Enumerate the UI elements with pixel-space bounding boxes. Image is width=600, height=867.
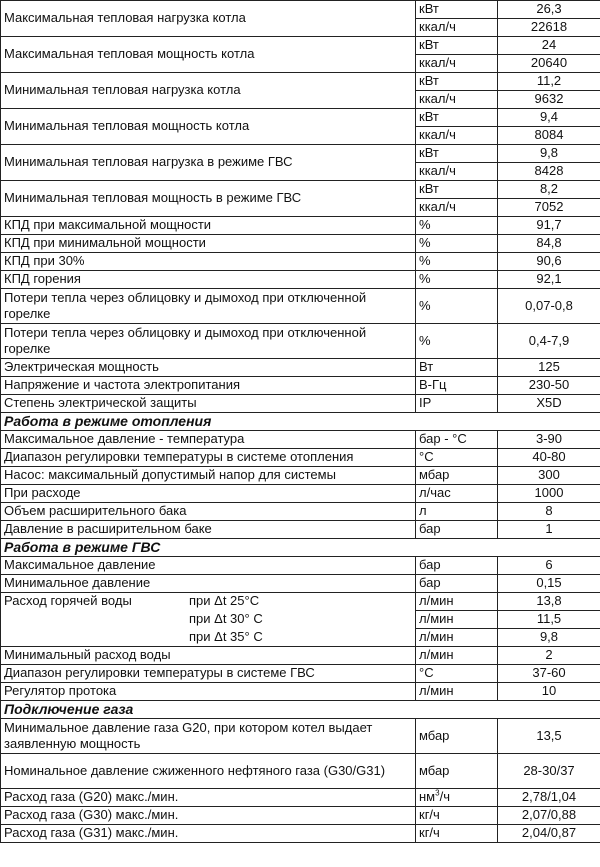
row-label — [1, 611, 416, 629]
row-unit: бар — [416, 557, 498, 575]
table-row — [1, 611, 600, 629]
row-value: 92,1 — [498, 271, 600, 289]
row-value: 13,5 — [498, 719, 600, 754]
row-unit: % — [416, 289, 498, 324]
row-unit: л/час — [416, 485, 498, 503]
table-row — [1, 181, 600, 199]
row-label: Номинальное давление сжиженного нефтяного газа (G30/G31) — [1, 754, 416, 789]
row-label-sub: при Δt 30° С — [189, 611, 263, 627]
table-row — [1, 485, 600, 503]
row-label: Напряжение и частота электропитания — [1, 377, 416, 395]
row-label: Максимальное давление — [1, 557, 416, 575]
row-value: 20640 — [498, 55, 600, 73]
row-unit: ккал/ч — [416, 91, 498, 109]
table-row — [1, 719, 600, 754]
row-unit: бар — [416, 575, 498, 593]
table-row — [1, 807, 600, 825]
row-value: 2 — [498, 647, 600, 665]
table-row — [1, 647, 600, 665]
row-value: 2,07/0,88 — [498, 807, 600, 825]
row-unit: % — [416, 253, 498, 271]
row-unit: кВт — [416, 109, 498, 127]
row-value: 10 — [498, 683, 600, 701]
row-value: 9,8 — [498, 629, 600, 647]
row-value: 2,04/0,87 — [498, 825, 600, 843]
section-header-row — [1, 539, 600, 557]
row-unit: кВт — [416, 1, 498, 19]
unit-tail: /ч — [439, 789, 450, 805]
row-label: КПД при 30% — [1, 253, 416, 271]
row-unit: кВт — [416, 145, 498, 163]
row-unit: л/мин — [416, 629, 498, 647]
row-label: Давление в расширительном баке — [1, 521, 416, 539]
row-label-sub: при Δt 35° С — [189, 628, 263, 644]
row-unit: % — [416, 235, 498, 253]
row-label: При расходе — [1, 485, 416, 503]
row-value: 26,3 — [498, 1, 600, 19]
table-row — [1, 109, 600, 127]
row-label: Расход газа (G31) макс./мин. — [1, 825, 416, 843]
row-unit: кВт — [416, 181, 498, 199]
section-heating-title: Работа в режиме отопления — [1, 413, 600, 431]
row-value: 6 — [498, 557, 600, 575]
row-label: Максимальная тепловая мощность котла — [1, 37, 416, 73]
row-unit: % — [416, 217, 498, 235]
row-unit: ккал/ч — [416, 163, 498, 181]
row-label: Минимальная тепловая мощность в режиме ГВС — [1, 181, 416, 217]
row-value: 1 — [498, 521, 600, 539]
row-unit: ккал/ч — [416, 55, 498, 73]
table-row — [1, 324, 600, 359]
row-value: 0,15 — [498, 575, 600, 593]
row-unit: мбар — [416, 467, 498, 485]
table-row — [1, 557, 600, 575]
row-label: Электрическая мощность — [1, 359, 416, 377]
row-label-sub: при Δt 25°С — [189, 593, 260, 609]
table-row — [1, 1, 600, 19]
row-value: 9,4 — [498, 109, 600, 127]
row-unit: ккал/ч — [416, 199, 498, 217]
row-label: Минимальное давление газа G20, при котором котел выдает заявленную мощность — [1, 719, 416, 754]
table-row — [1, 683, 600, 701]
table-row — [1, 503, 600, 521]
row-unit: кВт — [416, 37, 498, 55]
row-unit: л/мин — [416, 647, 498, 665]
row-value: 9632 — [498, 91, 600, 109]
row-unit: кВт — [416, 73, 498, 91]
row-label: Диапазон регулировки температуры в системе ГВС — [1, 665, 416, 683]
row-label: Минимальная тепловая нагрузка котла — [1, 73, 416, 109]
table-row — [1, 145, 600, 163]
row-unit: Вт — [416, 359, 498, 377]
row-label: Расход газа (G30) макс./мин. — [1, 807, 416, 825]
row-unit: л/мин — [416, 683, 498, 701]
row-value: 8,2 — [498, 181, 600, 199]
unit-superscript: 3 — [435, 788, 440, 798]
row-unit: бар - °С — [416, 431, 498, 449]
row-unit: л/мин — [416, 611, 498, 629]
row-value: 1000 — [498, 485, 600, 503]
table-row — [1, 825, 600, 843]
row-label: Потери тепла через облицовку и дымоход при отключенной горелке — [1, 289, 416, 324]
table-row — [1, 449, 600, 467]
row-value: 2,78/1,04 — [498, 789, 600, 807]
row-value: 300 — [498, 467, 600, 485]
table-row — [1, 73, 600, 91]
row-value: 28-30/37 — [498, 754, 600, 789]
table-row — [1, 37, 600, 55]
row-unit: °С — [416, 665, 498, 683]
table-row — [1, 431, 600, 449]
row-unit: В-Гц — [416, 377, 498, 395]
row-unit: % — [416, 324, 498, 359]
row-label: Объем расширительного бака — [1, 503, 416, 521]
row-value: 0,07-0,8 — [498, 289, 600, 324]
row-value: 40-80 — [498, 449, 600, 467]
section-gas-title: Подключение газа — [1, 701, 600, 719]
table-row — [1, 789, 600, 807]
row-label: Потери тепла через облицовку и дымоход при отключенной горелке — [1, 324, 416, 359]
row-value: 11,5 — [498, 611, 600, 629]
table-row — [1, 754, 600, 789]
row-unit: кг/ч — [416, 807, 498, 825]
row-value: 7052 — [498, 199, 600, 217]
row-value: 230-50 — [498, 377, 600, 395]
table-row — [1, 253, 600, 271]
row-label: Минимальная тепловая нагрузка в режиме ГВС — [1, 145, 416, 181]
row-label: КПД горения — [1, 271, 416, 289]
table-row — [1, 395, 600, 413]
row-value: 0,4-7,9 — [498, 324, 600, 359]
section-dhw-title: Работа в режиме ГВС — [1, 539, 600, 557]
row-unit: IP — [416, 395, 498, 413]
row-value: 84,8 — [498, 235, 600, 253]
section-header-row — [1, 701, 600, 719]
table-row — [1, 359, 600, 377]
table-row — [1, 377, 600, 395]
row-value: 91,7 — [498, 217, 600, 235]
row-label: Минимальное давление — [1, 575, 416, 593]
table-row — [1, 665, 600, 683]
row-label: Диапазон регулировки температуры в системе отопления — [1, 449, 416, 467]
table-row — [1, 217, 600, 235]
row-label: Степень электрической защиты — [1, 395, 416, 413]
row-unit: °С — [416, 449, 498, 467]
row-unit — [416, 789, 498, 807]
row-value: 22618 — [498, 19, 600, 37]
row-value: 90,6 — [498, 253, 600, 271]
section-header-row — [1, 413, 600, 431]
row-unit: мбар — [416, 719, 498, 754]
row-label: Расход газа (G20) макс./мин. — [1, 789, 416, 807]
row-unit: кг/ч — [416, 825, 498, 843]
row-unit: л/мин — [416, 593, 498, 611]
table-row — [1, 467, 600, 485]
row-value: 8 — [498, 503, 600, 521]
row-value: 3-90 — [498, 431, 600, 449]
row-unit: ккал/ч — [416, 127, 498, 145]
row-value: 8084 — [498, 127, 600, 145]
row-label: Минимальная тепловая мощность котла — [1, 109, 416, 145]
row-value: 125 — [498, 359, 600, 377]
row-value: X5D — [498, 395, 600, 413]
row-unit: бар — [416, 521, 498, 539]
row-value: 37-60 — [498, 665, 600, 683]
row-value: 24 — [498, 37, 600, 55]
row-label-main: Расход горячей воды — [4, 593, 132, 609]
table-row — [1, 289, 600, 324]
row-unit: мбар — [416, 754, 498, 789]
table-row — [1, 575, 600, 593]
row-value: 9,8 — [498, 145, 600, 163]
table-row — [1, 271, 600, 289]
row-value: 11,2 — [498, 73, 600, 91]
row-label: КПД при минимальной мощности — [1, 235, 416, 253]
row-label: Минимальный расход воды — [1, 647, 416, 665]
row-unit: л — [416, 503, 498, 521]
table-row — [1, 521, 600, 539]
unit-base: нм — [419, 789, 436, 805]
table-row — [1, 593, 600, 611]
row-value: 13,8 — [498, 593, 600, 611]
row-label — [1, 593, 416, 611]
row-label — [1, 629, 416, 647]
row-unit: ккал/ч — [416, 19, 498, 37]
row-label: КПД при максимальной мощности — [1, 217, 416, 235]
row-value: 8428 — [498, 163, 600, 181]
row-label: Регулятор протока — [1, 683, 416, 701]
row-label: Насос: максимальный допустимый напор для системы — [1, 467, 416, 485]
row-label: Максимальная тепловая нагрузка котла — [1, 1, 416, 37]
table-row — [1, 629, 600, 647]
row-unit: % — [416, 271, 498, 289]
table-row — [1, 235, 600, 253]
row-label: Максимальное давление - температура — [1, 431, 416, 449]
